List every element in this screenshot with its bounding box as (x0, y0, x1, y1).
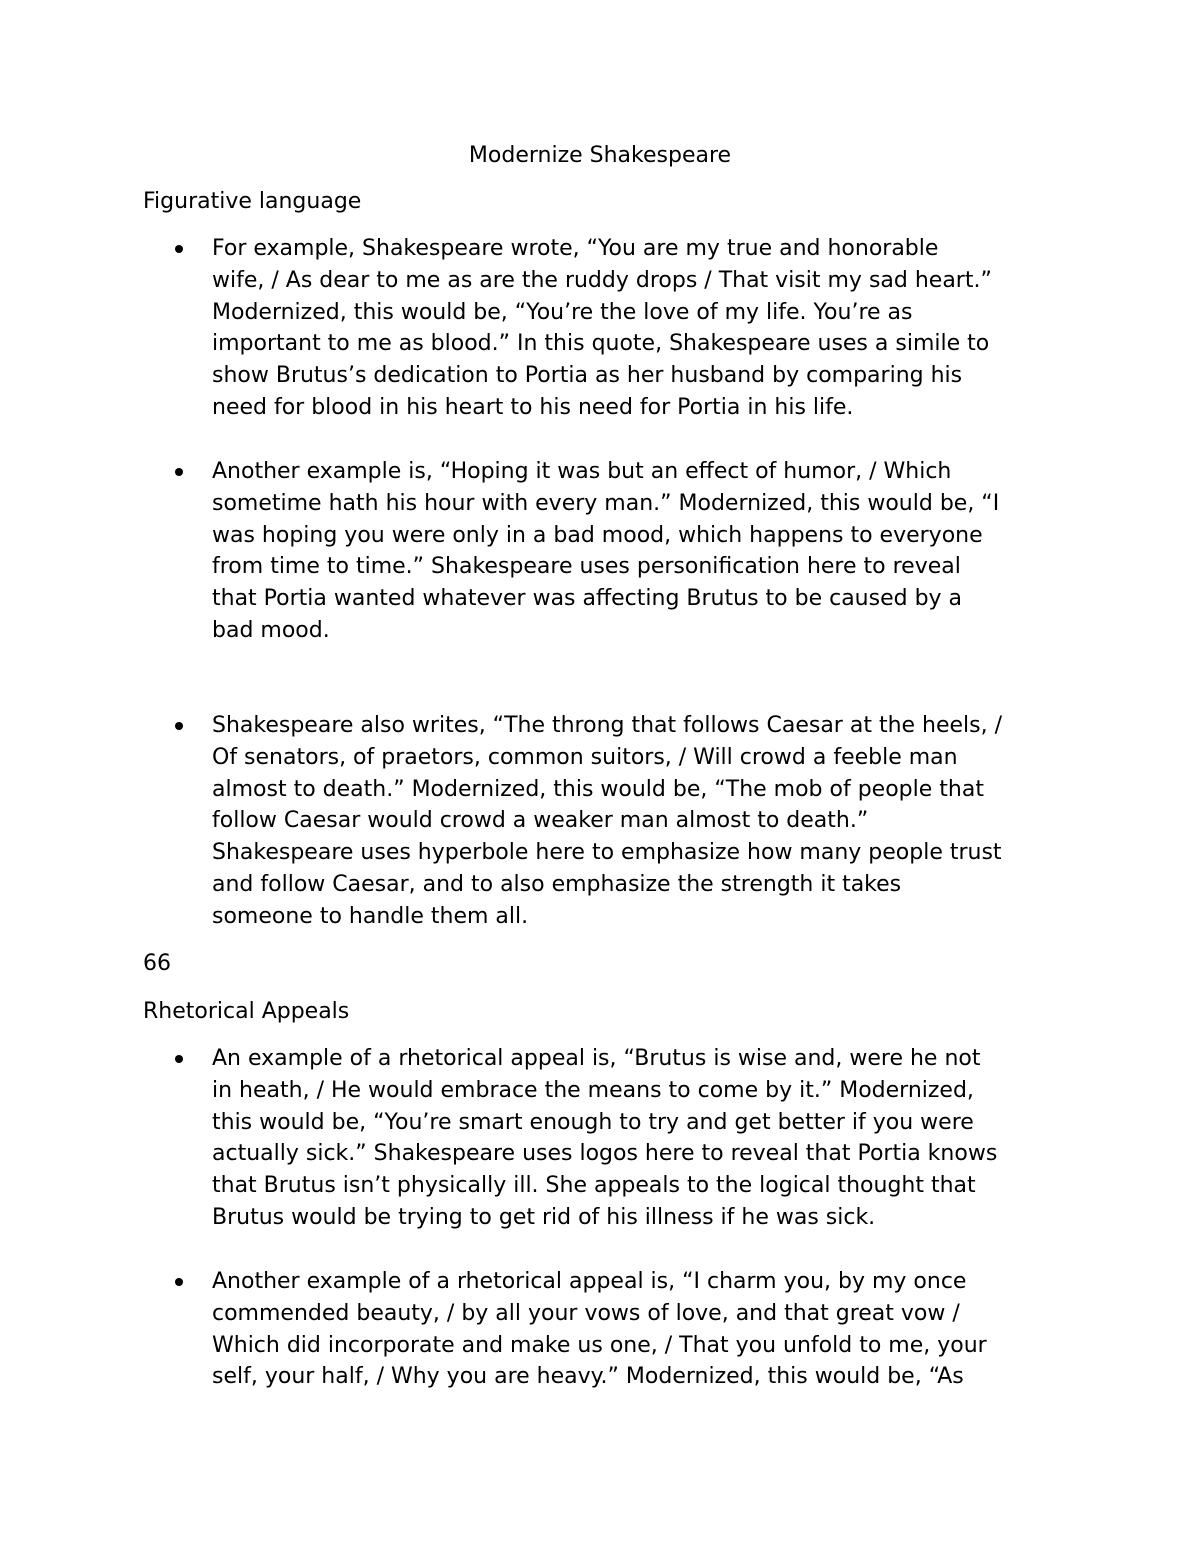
list-item-text: Another example is, “Hoping it was but an effect of humor, / Which sometime hath his hour with every man.” Modernized, this would be, “I was hoping you were only in a bad mood, which happens to everyone from time to time.” Shakespeare uses personification here to reveal that Portia wanted whatever was affecting Brutus to be caused by a bad mood. (212, 459, 1000, 643)
list-item-text: An example of a rhetorical appeal is, “Brutus is wise and, were he not in heath, / He would embrace the means to come by it.” Modernized, this would be, “You’re smart enough to try and get better if you were actually sick.” Shakespeare uses logos here to reveal that Portia knows that Brutus isn’t physically ill. She appeals to the logical thought that Brutus would be trying to get rid of his illness if he was sick. (212, 1046, 998, 1230)
bullet-icon (175, 1055, 183, 1063)
bullet-icon (175, 245, 183, 253)
section-heading-figurative-language: Figurative language (143, 189, 362, 214)
bullet-icon (175, 468, 183, 476)
bullet-icon (175, 722, 183, 730)
page-title: Modernize Shakespeare (468, 143, 732, 168)
section-heading-number: 66 (143, 951, 171, 976)
section-heading-rhetorical-appeals: Rhetorical Appeals (143, 999, 350, 1024)
list-item-text: For example, Shakespeare wrote, “You are my true and honorable wife, / As dear to me as are the ruddy drops / That visit my sad heart.” Modernized, this would be, “You’re the love of my life. You’re as important to me as blood.” In this quote, Shakespeare uses a simile to show Brutus’s dedication to Portia as her husband by comparing his need for blood in his heart to his need for Portia in his life. (212, 236, 992, 420)
list-item-text: Another example of a rhetorical appeal is, “I charm you, by my once commended beauty, / by all your vows of love, and that great vow / Which did incorporate and make us one, / That you unfold to me, your self, your half, / Why you are heavy.” Modernized, this would be, “As (212, 1269, 987, 1390)
list-item-text: Shakespeare also writes, “The throng that follows Caesar at the heels, / Of senators, of praetors, common suitors, / Will crowd a feeble man almost to death.” Modernized, this would be, “The mob of people that follow Caesar would crowd a weaker man almost to death.” Shakespeare uses hyperbole here to emphasize how many people trust and follow Caesar, and to also emphasize the strength it takes someone to handle them all. (212, 713, 1003, 929)
bullet-icon (175, 1278, 183, 1286)
